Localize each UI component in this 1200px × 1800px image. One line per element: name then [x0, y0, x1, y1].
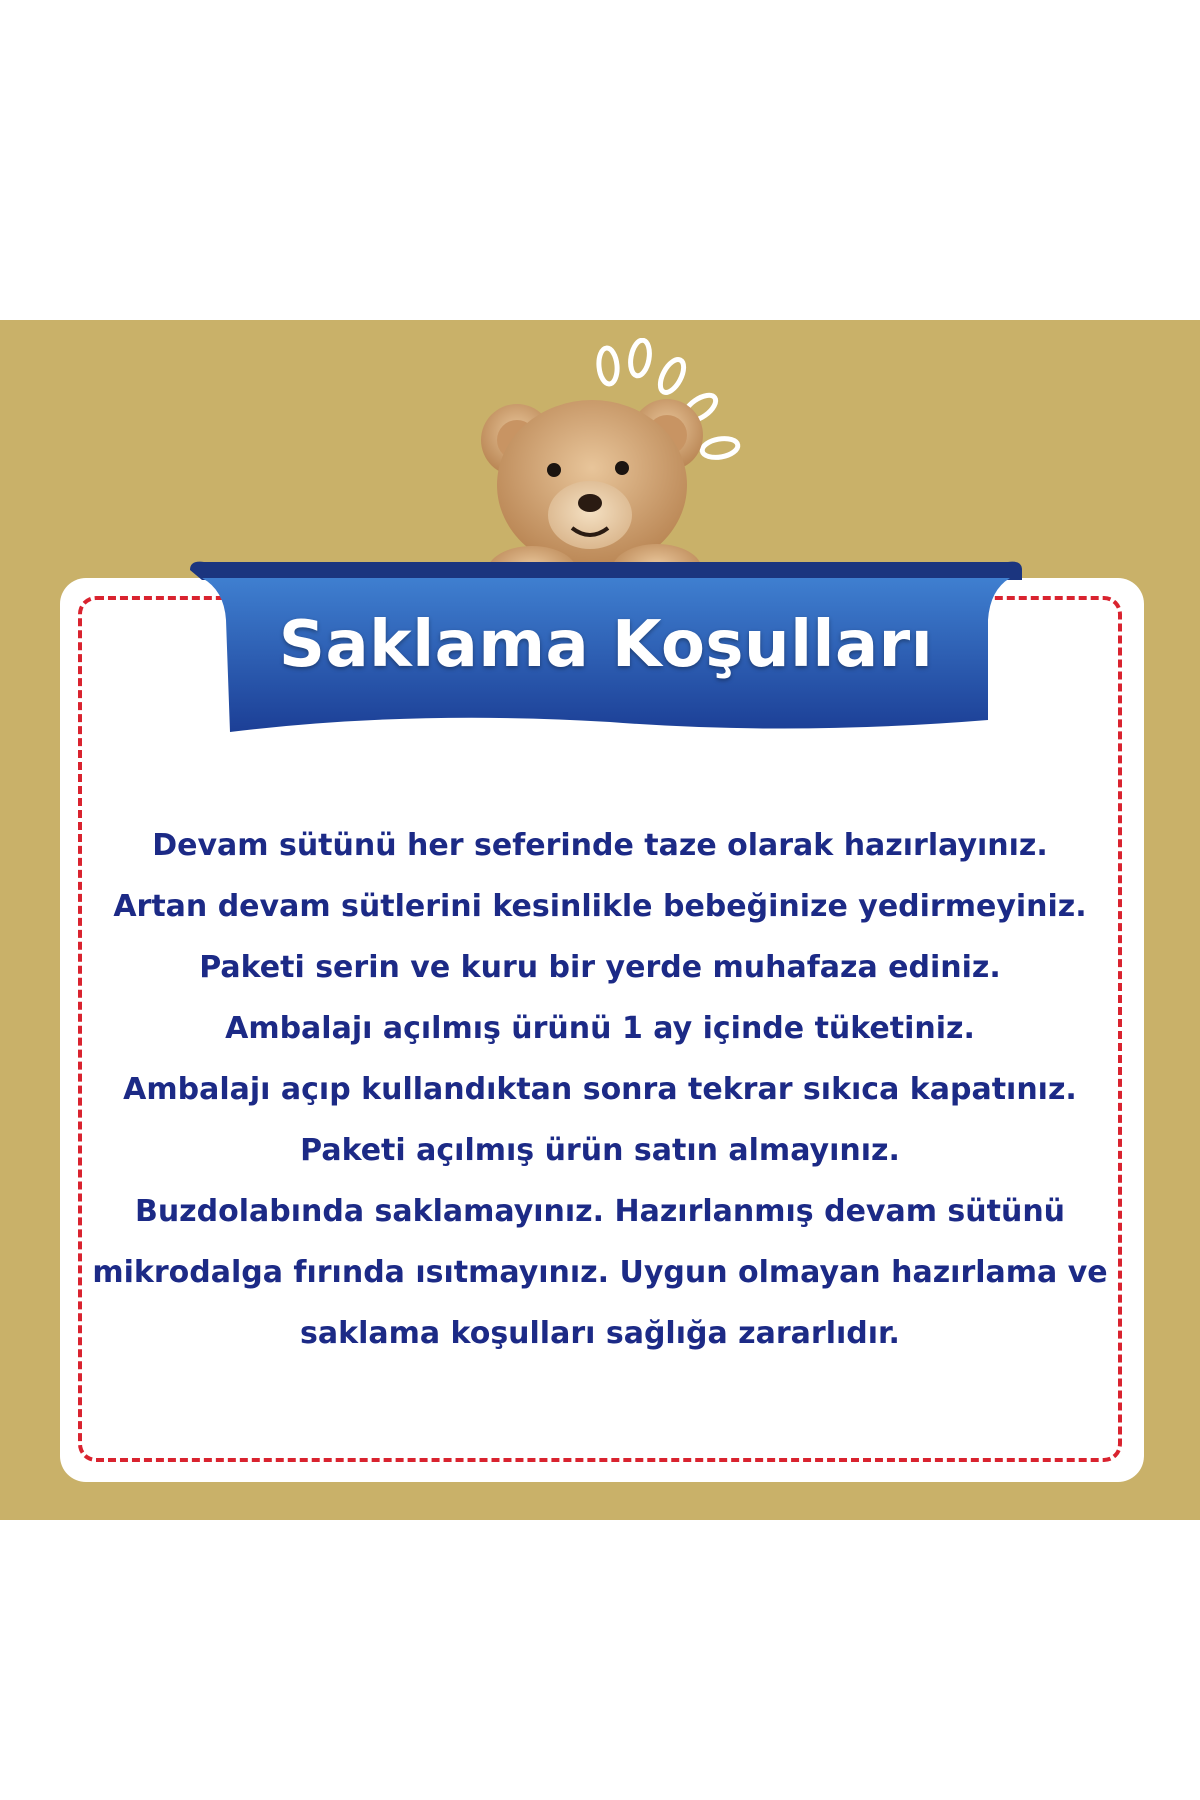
- instruction-line: Paketi açılmış ürün satın almayınız.: [300, 1133, 900, 1168]
- title-banner: [190, 560, 1022, 740]
- instruction-line: mikrodalga fırında ısıtmayınız. Uygun olmayan hazırlama ve: [92, 1255, 1108, 1290]
- instruction-line: Devam sütünü her seferinde taze olarak hazırlayınız.: [152, 828, 1048, 863]
- instruction-line: saklama koşulları sağlığa zararlıdır.: [300, 1316, 900, 1351]
- instruction-line: Buzdolabında saklamayınız. Hazırlanmış devam sütünü: [134, 1194, 1066, 1229]
- storage-instructions: [90, 815, 1110, 1364]
- instruction-line: Artan devam sütlerini kesinlikle bebeğinize yedirmeyiniz.: [113, 889, 1087, 924]
- instruction-line: Ambalajı açıp kullandıktan sonra tekrar sıkıca kapatınız.: [123, 1072, 1077, 1107]
- page-title: Saklama Koşulları: [278, 608, 934, 682]
- instruction-line: Paketi serin ve kuru bir yerde muhafaza ediniz.: [199, 950, 1001, 985]
- instruction-line: Ambalajı açılmış ürünü 1 ay içinde tüketiniz.: [225, 1011, 975, 1046]
